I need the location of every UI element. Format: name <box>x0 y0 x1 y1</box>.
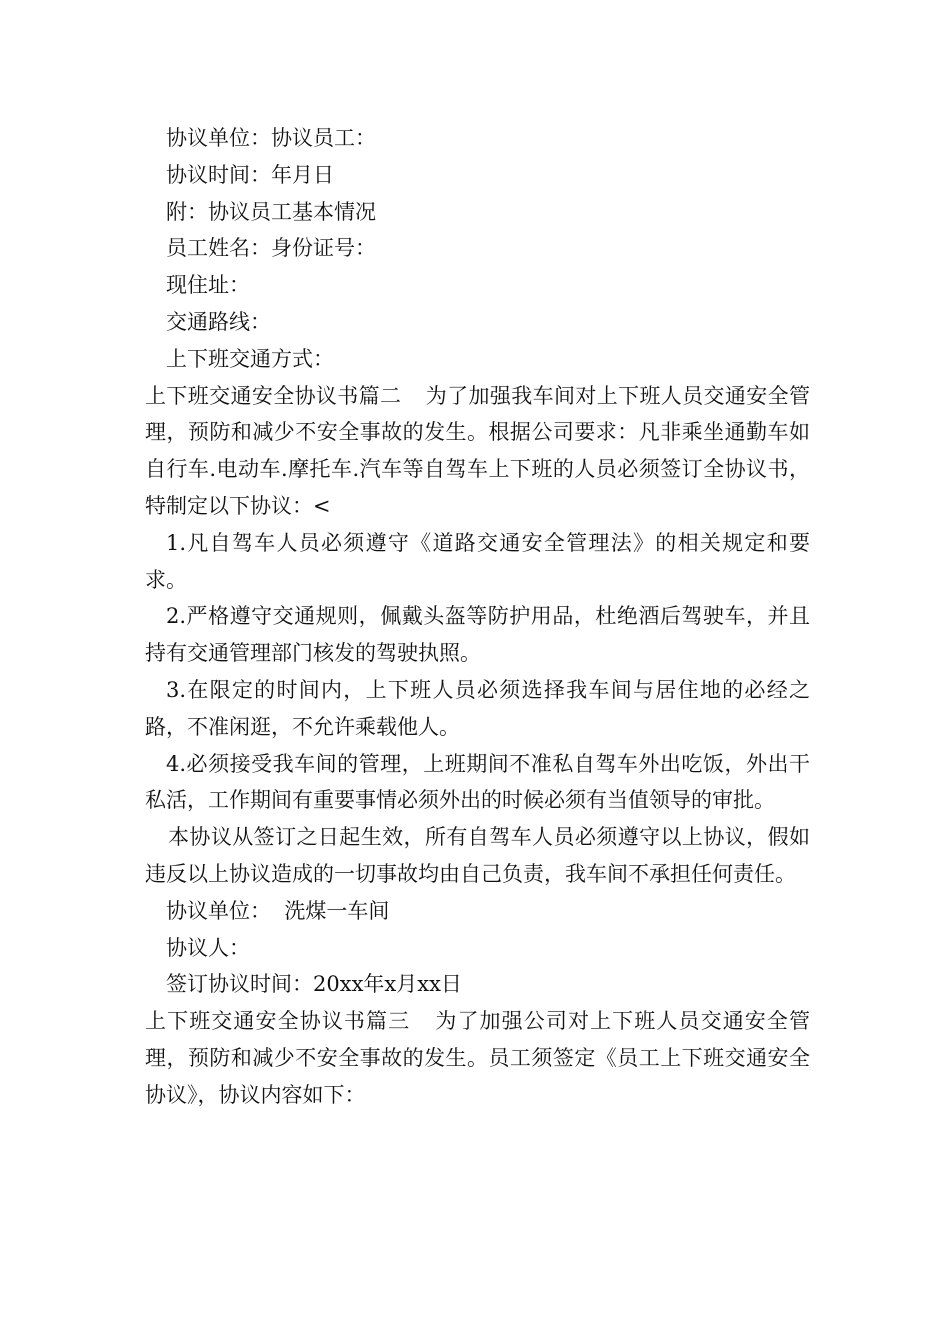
section2-sign-date: 签订协议时间：20xx年x月xx日 <box>166 972 462 997</box>
section2-sign-unit: 协议单位： 洗煤一车间 <box>166 898 390 923</box>
section2-item-2: 2.严格遵守交通规则，佩戴头盔等防护用品，杜绝酒后驾驶车，并且持有交通管理部门核发的驾驶执照。 <box>145 604 810 666</box>
section2-heading: 上下班交通安全协议书篇二 <box>145 383 402 408</box>
header-line-commute-mode: 上下班交通方式： <box>166 346 334 371</box>
section2-item-4: 4.必须接受我车间的管理，上班期间不准私自驾车外出吃饭，外出干私活，工作期间有重要事情必须外出的时候必须有当值领导的审批。 <box>145 751 810 813</box>
section2-intro: 为了加强我车间对上下班人员交通安全管理，预防和减少不安全事故的发生。根据公司要求：凡非乘坐通勤车如自行车.电动车.摩托车.汽车等自驾车上下班的人员必须签订全协议书，特制定以下协议：< <box>145 383 811 518</box>
section2-item-1: 1.凡自驾车人员必须遵守《道路交通安全管理法》的相关规定和要求。 <box>145 530 810 592</box>
section2-item-3: 3.在限定的时间内，上下班人员必须选择我车间与居住地的必经之路，不准闲逛，不允许乘载他人。 <box>145 677 810 739</box>
section2-paragraph <box>145 378 810 525</box>
header-line-name-id: 员工姓名：身份证号： <box>166 236 376 261</box>
section3-paragraph <box>145 1003 810 1113</box>
section3-intro: 为了加强公司对上下班人员交通安全管理，预防和减少不安全事故的发生。员工须签定《员工上下班交通安全协议》，协议内容如下： <box>145 1009 811 1107</box>
section3-heading: 上下班交通安全协议书篇三 <box>145 1009 411 1034</box>
header-line-address: 现住址： <box>166 273 250 298</box>
header-line-time: 协议时间：年月日 <box>166 162 334 187</box>
section2-closing: 本协议从签订之日起生效，所有自驾车人员必须遵守以上协议，假如违反以上协议造成的一切事故均由自己负责，我车间不承担任何责任。 <box>145 825 810 886</box>
section2-sign-person: 协议人： <box>166 935 250 960</box>
header-line-attachment: 附：协议员工基本情况 <box>166 199 376 224</box>
header-line-unit: 协议单位：协议员工： <box>166 126 376 150</box>
document-page <box>145 120 810 1114</box>
header-line-route: 交通路线： <box>166 309 271 334</box>
